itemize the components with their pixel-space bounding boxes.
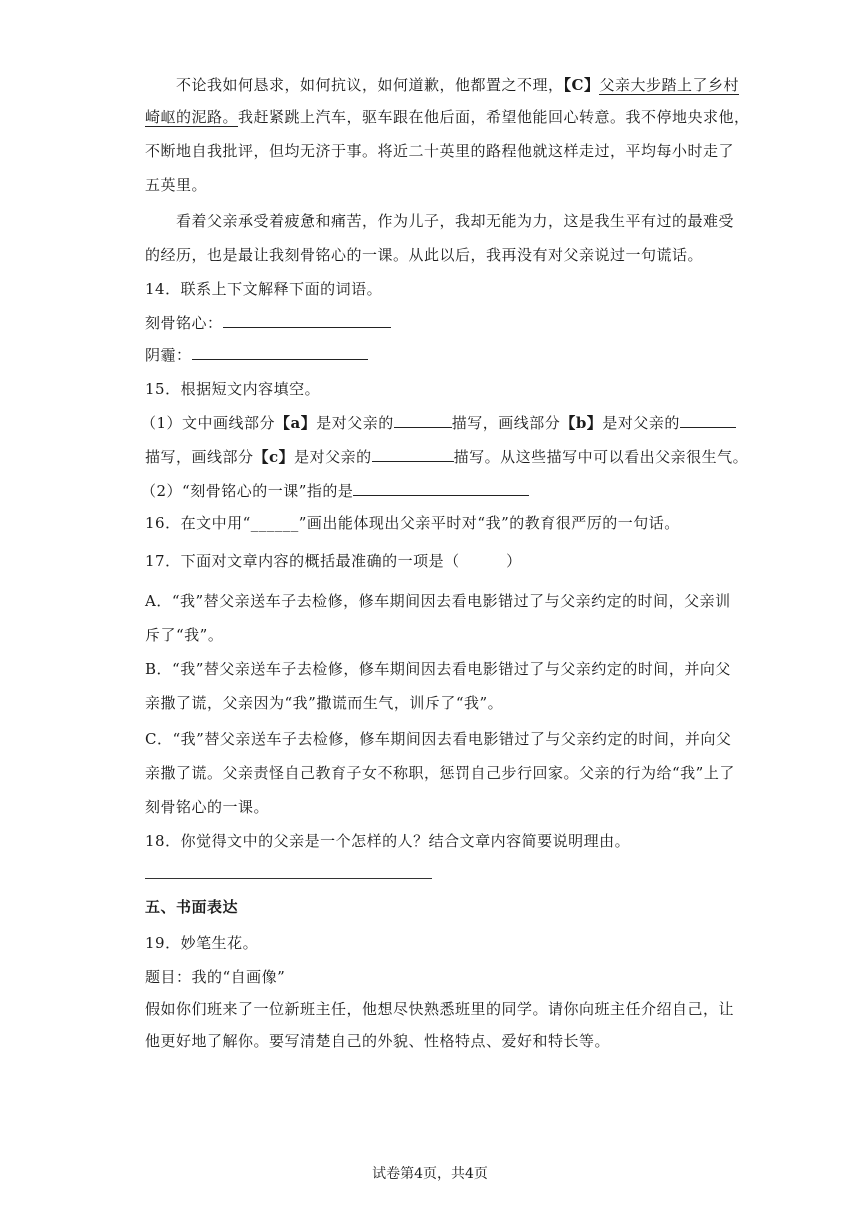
sub-text: 描写。从这些描写中可以看出父亲很生气。: [453, 448, 749, 466]
essay-prompt-line: 假如你们班来了一位新班主任，他想尽快熟悉班里的同学。请你向班主任介绍自己，让: [145, 1000, 735, 1018]
option-a-line[interactable]: 斥了“我”。: [145, 626, 224, 644]
answer-blank[interactable]: [680, 413, 736, 428]
q16-text: ”画出能体现出父亲平时对“我”的教育很严厉的一句话。: [298, 514, 680, 532]
sub-text: 描写，画线部分: [451, 414, 561, 432]
marker-c: 【C】: [563, 76, 600, 94]
question-17-title: 17．下面对文章内容的概括最准确的一项是（ ）: [145, 552, 522, 570]
option-c-line[interactable]: 刻骨铭心的一课。: [145, 798, 270, 816]
section-heading: 五、书面表达: [145, 898, 239, 916]
question-14-item-1: [145, 312, 391, 333]
option-c-line[interactable]: 亲撒了谎。父亲责怪自己教育子女不称职，惩罚自己步行回家。父亲的行为给“我”上了: [145, 764, 735, 782]
answer-blank[interactable]: [394, 413, 452, 428]
term-label: 阴霾：: [145, 346, 192, 364]
question-14-title: 14．联系上下文解释下面的词语。: [145, 280, 383, 298]
answer-blank[interactable]: [223, 313, 391, 328]
sub-text: 是对父亲的: [294, 448, 372, 466]
sub-text: 描写，画线部分: [145, 448, 254, 466]
marker-a: 【a】: [275, 414, 317, 432]
essay-prompt-line: 他更好地了解你。要写清楚自己的外貌、性格特点、爱好和特长等。: [145, 1032, 611, 1050]
passage-line: 不断地自我批评，但均无济于事。将近二十英里的路程他就这样走过，平均每小时走了: [145, 142, 735, 160]
answer-blank[interactable]: [372, 447, 454, 462]
question-15-sub-2: [141, 480, 529, 501]
question-19-title: 19．妙笔生花。: [145, 934, 259, 952]
passage-line: [176, 74, 739, 95]
answer-line[interactable]: [145, 878, 432, 879]
essay-topic: 题目：我的“自画像”: [145, 968, 286, 986]
passage-line: 的经历，也是最让我刻骨铭心的一课。从此以后，我再没有对父亲说过一句谎话。: [145, 246, 704, 264]
question-15-title: 15．根据短文内容填空。: [145, 380, 321, 398]
passage-line: [145, 106, 750, 127]
sub-text: （2）“刻骨铭心的一课”指的是: [141, 482, 354, 500]
question-14-item-2: [145, 344, 368, 365]
passage-line: 看着父亲承受着疲惫和痛苦，作为儿子，我却无能为力，这是我生平有过的最难受: [176, 212, 735, 230]
question-18-title: 18．你觉得文中的父亲是一个怎样的人？结合文章内容简要说明理由。: [145, 832, 631, 850]
answer-blank[interactable]: [192, 345, 368, 360]
q16-text: 16．在文中用“: [145, 514, 251, 532]
term-label: 刻骨铭心：: [145, 314, 223, 332]
underlined-text-c: 父亲大步踏上了乡村: [599, 76, 739, 94]
sub-text: （1）文中画线部分: [141, 414, 276, 432]
passage-line: 五英里。: [145, 176, 208, 194]
underlined-text-c: 崎岖的泥路。: [145, 108, 239, 126]
passage-text: 我赶紧跳上汽车，驱车跟在他后面，希望他能回心转意。我不停地央求他，: [238, 108, 750, 126]
option-b-line[interactable]: B．“我”替父亲送车子去检修，修车期间因去看电影错过了与父亲约定的时间，并向父: [145, 660, 731, 678]
question-15-sub-1: [141, 412, 736, 433]
marker-c: 【c】: [253, 448, 295, 466]
sub-text: 是对父亲的: [316, 414, 394, 432]
answer-blank[interactable]: [353, 481, 529, 496]
option-a-line[interactable]: A．“我”替父亲送车子去检修，修车期间因去看电影错过了与父亲约定的时间，父亲训: [145, 592, 731, 610]
question-15-sub-1-cont: [145, 446, 748, 467]
passage-text: 不论我如何恳求，如何抗议，如何道歉，他都置之不理，: [176, 76, 564, 94]
option-c-line[interactable]: C．“我”替父亲送车子去检修，修车期间因去看电影错过了与父亲约定的时间，并向父: [145, 730, 732, 748]
question-16: [145, 512, 680, 533]
q16-underline-sample: ______: [250, 514, 299, 532]
marker-b: 【b】: [560, 414, 603, 432]
sub-text: 是对父亲的: [602, 414, 680, 432]
option-b-line[interactable]: 亲撒了谎，父亲因为“我”撒谎而生气，训斥了“我”。: [145, 694, 504, 712]
page-footer: 试卷第4页，共4页: [372, 1166, 488, 1182]
